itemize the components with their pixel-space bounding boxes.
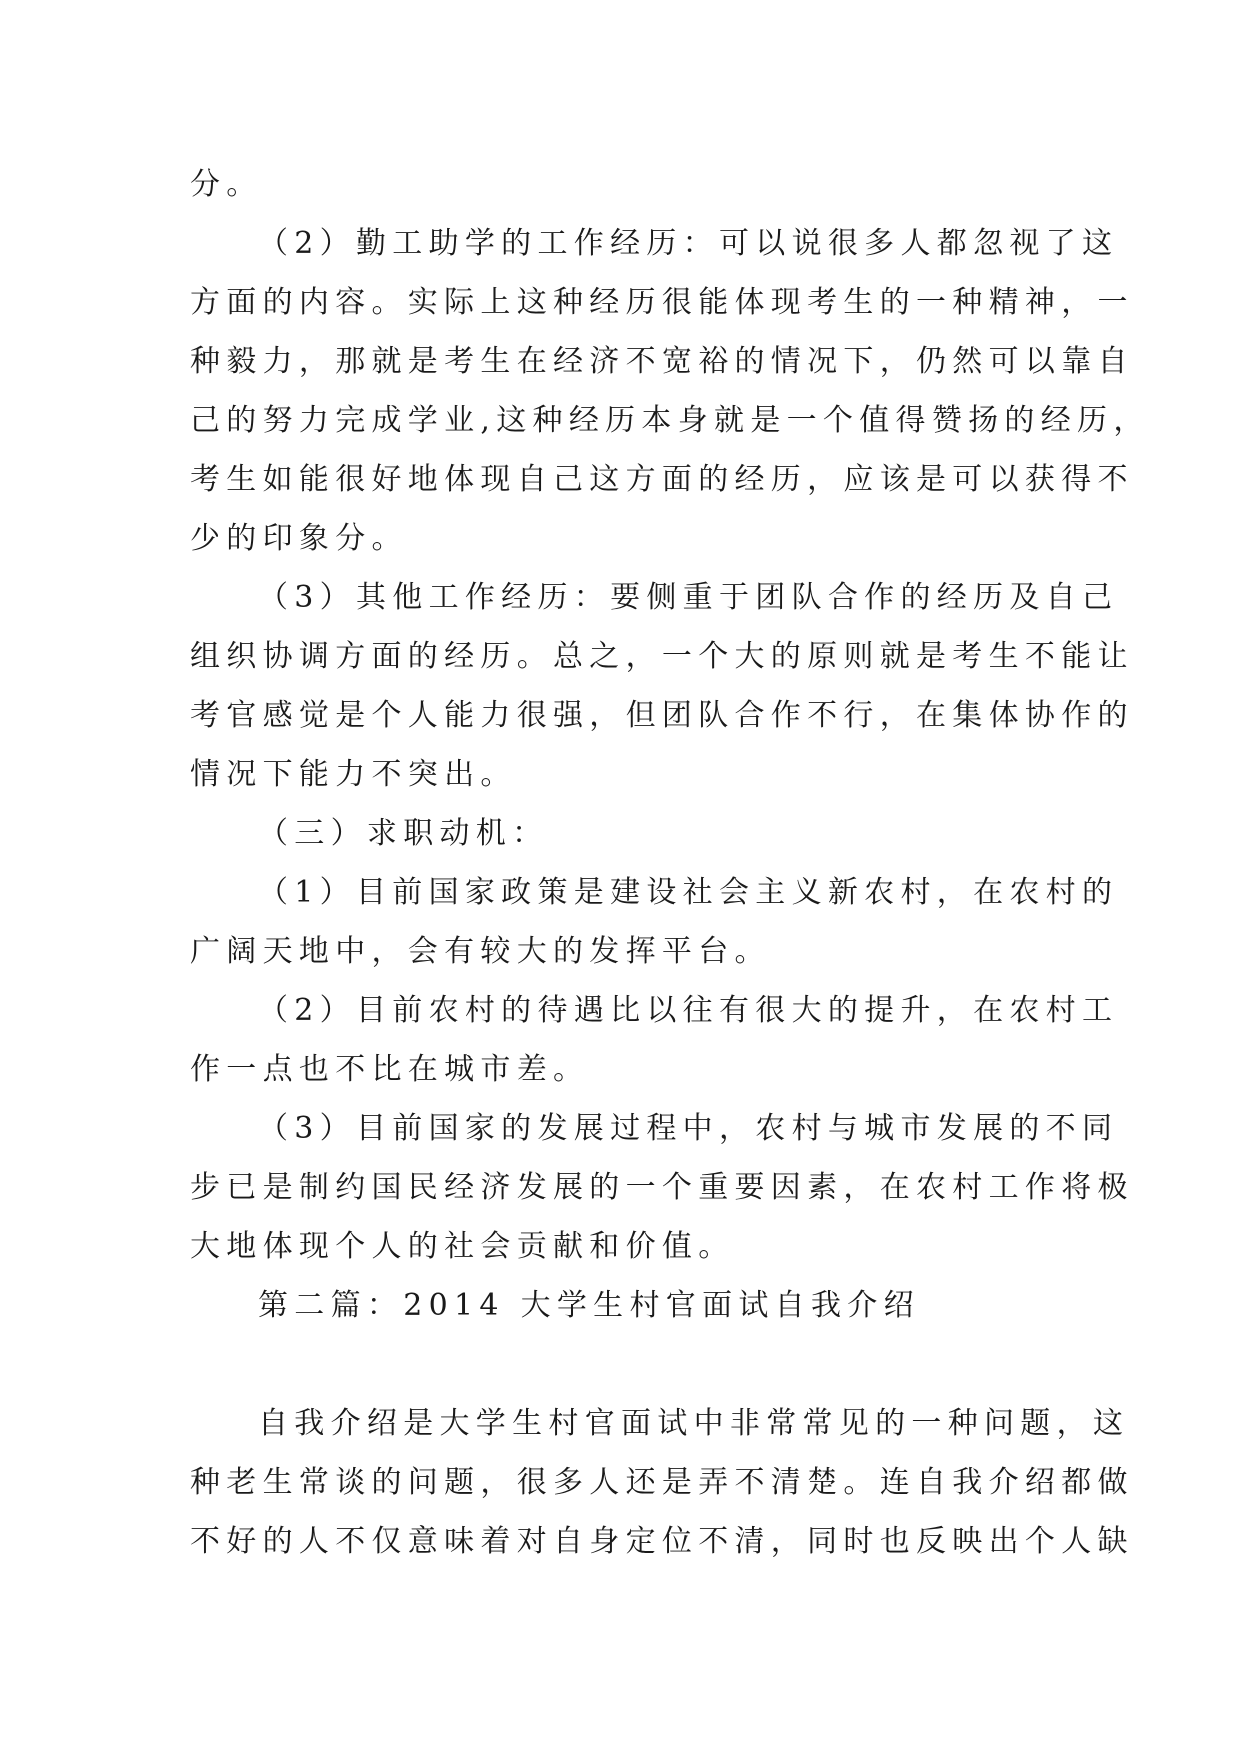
section-heading-motivation: （三）求职动机：: [258, 816, 549, 851]
text-line-16: 作一点也不比在城市差。: [190, 1052, 590, 1087]
text-line-10: 考官感觉是个人能力很强，但团队合作不行，在集体协作的: [190, 698, 1134, 733]
text-line-4: 种毅力，那就是考生在经济不宽裕的情况下，仍然可以靠自: [190, 344, 1134, 379]
text-line-7: 少的印象分。: [190, 521, 408, 556]
text-line-23: 不好的人不仅意味着对自身定位不清，同时也反映出个人缺: [190, 1524, 1134, 1559]
text-line-6: 考生如能很好地体现自己这方面的经历，应该是可以获得不: [190, 462, 1134, 497]
text-line-13: （1）目前国家政策是建设社会主义新农村，在农村的: [258, 875, 1119, 910]
text-line-5: 己的努力完成学业,这种经历本身就是一个值得赞扬的经历，: [190, 403, 1150, 438]
text-line-1: 分。: [190, 167, 263, 202]
text-line-14: 广阔天地中，会有较大的发挥平台。: [190, 934, 771, 969]
text-line-21: 自我介绍是大学生村官面试中非常常见的一种问题，这: [258, 1406, 1130, 1441]
text-line-11: 情况下能力不突出。: [190, 757, 517, 792]
text-line-19: 大地体现个人的社会贡献和价值。: [190, 1229, 735, 1264]
text-line-3: 方面的内容。实际上这种经历很能体现考生的一种精神，一: [190, 285, 1134, 320]
text-line-18: 步已是制约国民经济发展的一个重要因素，在农村工作将极: [190, 1170, 1134, 1205]
text-line-2: （2）勤工助学的工作经历：可以说很多人都忽视了这: [258, 226, 1119, 261]
chapter-heading: 第二篇：2014 大学生村官面试自我介绍: [258, 1288, 920, 1323]
text-line-8: （3）其他工作经历：要侧重于团队合作的经历及自己: [258, 580, 1119, 615]
text-line-22: 种老生常谈的问题，很多人还是弄不清楚。连自我介绍都做: [190, 1465, 1134, 1500]
text-line-9: 组织协调方面的经历。总之，一个大的原则就是考生不能让: [190, 639, 1134, 674]
text-line-15: （2）目前农村的待遇比以往有很大的提升，在农村工: [258, 993, 1119, 1028]
text-line-17: （3）目前国家的发展过程中，农村与城市发展的不同: [258, 1111, 1119, 1146]
